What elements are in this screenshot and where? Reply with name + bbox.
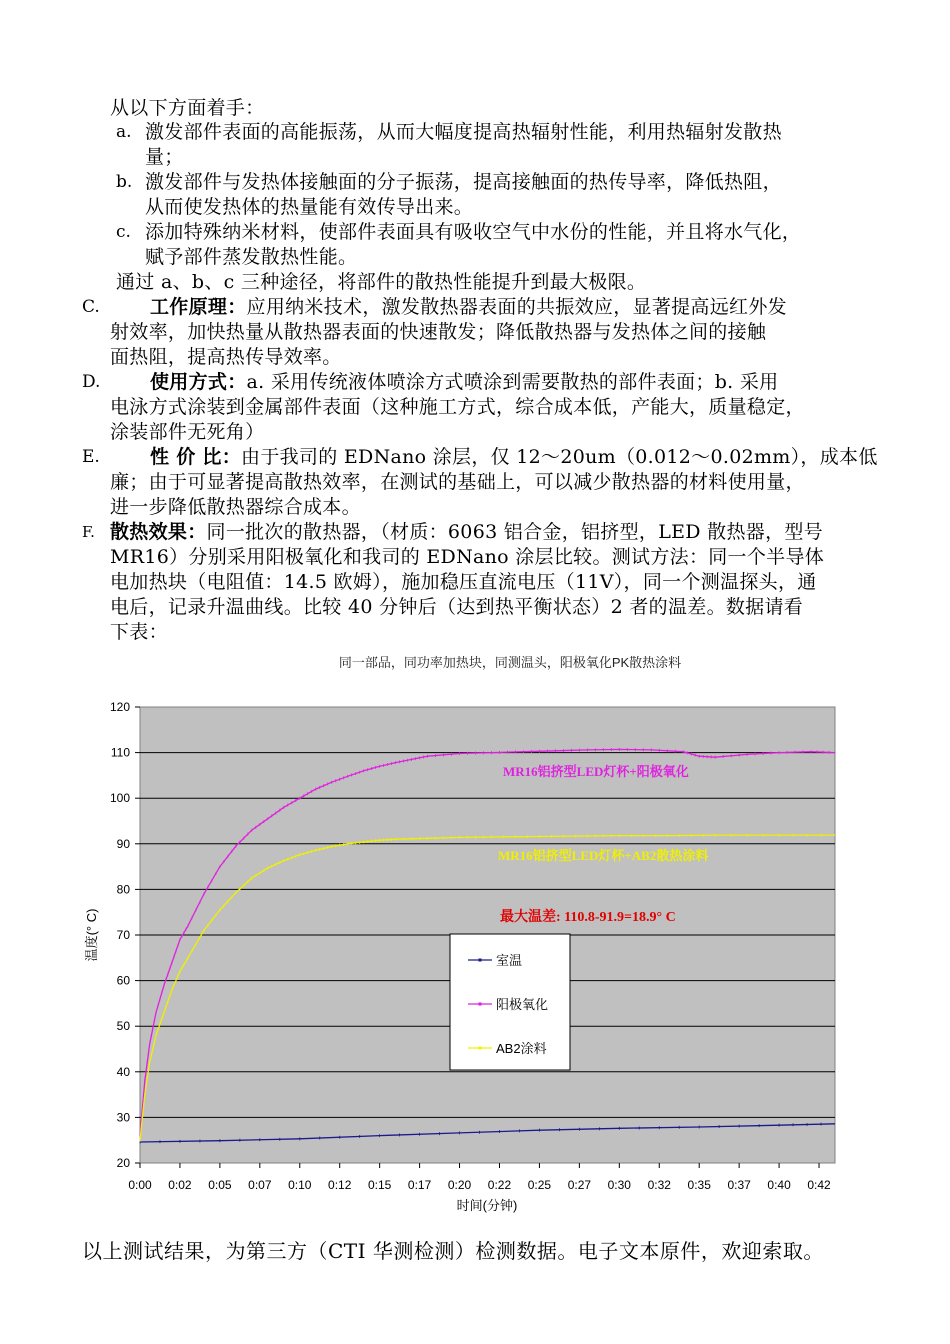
x-tick-label: 0:10 <box>288 1178 312 1192</box>
section-e-line3: 进一步降低散热器综合成本。 <box>110 496 361 518</box>
y-tick-label: 20 <box>116 1156 130 1170</box>
section-c-label: C. <box>82 297 100 317</box>
section-c-heading: 工作原理： <box>150 296 247 318</box>
section-e-line2: 廉；由于可显著提高散热效率，在测试的基础上，可以减少散热器的材料使用量， <box>110 471 805 493</box>
x-tick-label: 0:20 <box>447 1178 472 1192</box>
item-b-line1: 激发部件与发热体接触面的分子振荡，提高接触面的热传导率，降低热阻， <box>145 171 782 193</box>
section-e-heading: 性 价 比： <box>150 446 242 468</box>
x-tick-label: 0:15 <box>367 1178 392 1192</box>
chart-title: 同一部品，同功率加热块，同测温头，阳极氧化PK散热涂料 <box>338 655 682 670</box>
section-f-line1 <box>110 520 823 544</box>
annotation-ab2-coating: MR16铝挤型LED灯杯+AB2散热涂料 <box>498 848 709 863</box>
x-axis-label: 时间(分钟) <box>456 1198 518 1213</box>
annotation-max-diff: 最大温差: 110.8-91.9=18.9° C <box>500 910 676 925</box>
x-tick-label: 0:00 <box>128 1178 152 1192</box>
item-c-line1: 添加特殊纳米材料，使部件表面具有吸收空气中水份的性能，并且将水气化， <box>145 221 802 243</box>
section-d-line1 <box>150 370 778 394</box>
section-f-line3: 电加热块（电阻值：14.5 欧姆），施加稳压直流电压（11V），同一个测温探头，通 <box>110 571 817 593</box>
y-tick-label: 40 <box>116 1064 130 1079</box>
section-d-text1: a. 采用传统液体喷涂方式喷涂到需要散热的部件表面；b. 采用 <box>246 371 779 393</box>
temperature-chart <box>60 636 850 1226</box>
y-axis-label: 温度(° C) <box>84 908 99 962</box>
x-tick-label: 0:25 <box>527 1178 552 1192</box>
x-tick-label: 0:35 <box>687 1178 711 1192</box>
x-tick-label: 0:42 <box>807 1178 831 1192</box>
x-tick-label: 0:02 <box>168 1178 192 1192</box>
x-tick-label: 0:07 <box>248 1178 272 1192</box>
x-tick-label: 0:40 <box>767 1178 791 1192</box>
legend-marker <box>479 959 482 962</box>
section-e-line1 <box>150 445 878 469</box>
legend-marker <box>479 1003 482 1006</box>
section-c-line1 <box>150 295 787 319</box>
section-c-line2: 射效率，加快热量从散热器表面的快速散发；降低散热器与发热体之间的接触 <box>110 321 767 343</box>
item-a-label: a. <box>116 122 132 142</box>
item-b-line2: 从而使发热体的热量能有效传导出来。 <box>145 196 474 218</box>
section-f-line4: 电后，记录升温曲线。比较 40 分钟后（达到热平衡状态）2 者的温差。数据请看 <box>110 596 804 618</box>
item-a-line2: 量； <box>145 146 184 168</box>
x-tick-label: 0:17 <box>407 1178 432 1192</box>
legend-label: 阳极氧化 <box>496 997 549 1012</box>
section-f-line2: MR16）分别采用阳极氧化和我司的 EDNano 涂层比较。测试方法：同一个半导体 <box>110 546 825 568</box>
y-tick-label: 120 <box>109 700 130 714</box>
x-tick-label: 0:12 <box>328 1178 352 1192</box>
y-tick-label: 90 <box>116 836 130 851</box>
item-b-label: b. <box>116 172 133 192</box>
x-tick-label: 0:30 <box>607 1178 631 1192</box>
section-e-label: E. <box>82 447 100 467</box>
item-c-label: c. <box>116 222 131 242</box>
y-tick-label: 100 <box>109 791 130 806</box>
x-tick-label: 0:22 <box>487 1178 512 1192</box>
footer-note: 以上测试结果，为第三方（CTI 华测检测）检测数据。电子文本原件，欢迎索取。 <box>82 1239 824 1263</box>
x-tick-label: 0:27 <box>567 1178 592 1192</box>
section-e-text1: 由于我司的 EDNano 涂层，仅 12～20um（0.012～0.02mm），成本低 <box>241 446 878 468</box>
x-tick-label: 0:37 <box>727 1178 751 1192</box>
y-tick-label: 50 <box>116 1019 130 1034</box>
section-f-label: F. <box>82 523 95 541</box>
section-d-line2: 电泳方式涂装到金属部件表面（这种施工方式，综合成本低，产能大，质量稳定， <box>110 396 805 418</box>
y-axis-ticks <box>110 700 140 1170</box>
item-c-line2: 赋予部件蒸发散热性能。 <box>145 246 358 268</box>
section-f-text1: 同一批次的散热器，（材质：6063 铝合金，铝挤型，LED 散热器，型号 <box>206 521 823 543</box>
section-d-heading: 使用方式： <box>150 371 247 393</box>
x-tick-label: 0:05 <box>208 1178 232 1192</box>
section-d-label: D. <box>82 372 101 392</box>
y-tick-label: 30 <box>116 1110 130 1125</box>
y-tick-label: 60 <box>116 973 130 988</box>
item-a-line1: 激发部件表面的高能振荡，从而大幅度提高热辐射性能，利用热辐射发散热 <box>145 121 782 143</box>
section-c-text1: 应用纳米技术，激发散热器表面的共振效应，显著提高远红外发 <box>246 296 787 318</box>
section-f-heading: 散热效果： <box>110 521 207 543</box>
legend-label: AB2涂料 <box>496 1041 547 1056</box>
section-f-line5: 下表： <box>110 621 168 643</box>
section-c-line3: 面热阻，提高热传导效率。 <box>110 346 342 368</box>
chart-legend <box>450 934 570 1070</box>
legend-label: 室温 <box>496 953 523 968</box>
y-tick-label: 110 <box>110 745 130 760</box>
legend-marker <box>479 1047 482 1050</box>
y-tick-label: 70 <box>116 928 130 942</box>
intro-line: 从以下方面着手： <box>110 97 265 119</box>
x-tick-label: 0:32 <box>647 1178 671 1192</box>
items-summary: 通过 a、b、c 三种途径，将部件的散热性能提升到最大极限。 <box>116 271 647 293</box>
x-axis-ticks <box>128 1163 831 1192</box>
y-tick-label: 80 <box>116 882 130 897</box>
annotation-anodized: MR16铝挤型LED灯杯+阳极氧化 <box>503 764 689 779</box>
section-d-line3: 涂装部件无死角） <box>110 421 265 443</box>
